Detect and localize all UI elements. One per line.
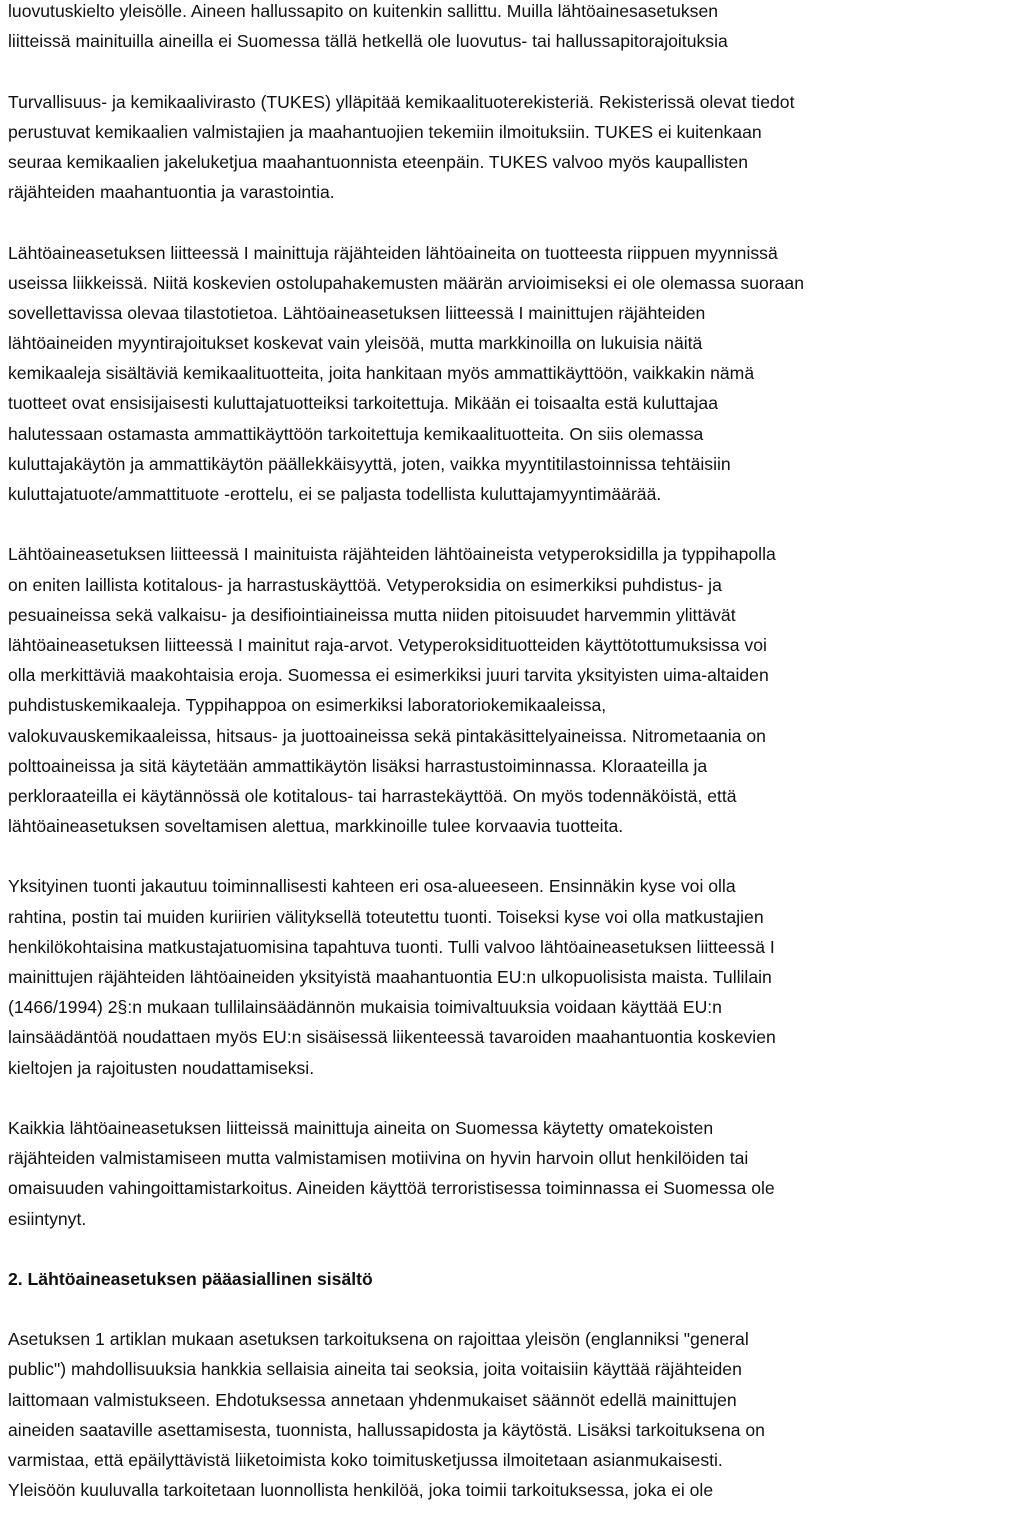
text-line: halutessaan ostamasta ammattikäyttöön tarkoitettuja kemikaalituotteita. On siis olemassa xyxy=(8,423,704,444)
text-line: aineiden saataville asettamisesta, tuonnista, hallussapidosta ja käytöstä. Lisäksi tarkoituksena on xyxy=(8,1419,765,1440)
text-line: pesuaineissa sekä valkaisu- ja desifiointiaineissa mutta niiden pitoisuudet harvemmin ylittävät xyxy=(8,604,736,625)
text-line: lähtöaineasetuksen soveltamisen alettua, markkinoille tulee korvaavia tuotteita. xyxy=(8,816,624,837)
text-line: lähtöaineiden myyntirajoitukset koskevat vain yleisöä, mutta markkinoilla on lukuisia näitä xyxy=(8,333,703,354)
paragraph-gap xyxy=(8,841,1020,871)
text-line: olla merkittäviä maakohtaisia eroja. Suomessa ei esimerkiksi juuri tarvita yksityisten uima-altaiden xyxy=(8,665,769,686)
text-line: Lähtöaineasetuksen liitteessä I mainittuja räjähteiden lähtöaineita on tuotteesta riippuen myynnissä xyxy=(8,242,778,263)
text-line: liitteissä mainituilla aineilla ei Suomessa tällä hetkellä ole luovutus- tai hallussapitorajoituksia xyxy=(8,31,728,52)
paragraph xyxy=(8,871,1020,1082)
paragraph-gap xyxy=(8,1294,1020,1324)
paragraph-gap xyxy=(8,1234,1020,1264)
text-line: esiintynyt. xyxy=(8,1208,87,1229)
text-line: seuraa kemikaalien jakeluketjua maahantuonnista eteenpäin. TUKES valvoo myös kaupallisten xyxy=(8,151,749,172)
paragraph xyxy=(8,539,1020,841)
text-line: omaisuuden vahingoittamistarkoitus. Aineiden käyttöä terroristisessa toiminnassa ei Suomessa ole xyxy=(8,1178,775,1199)
paragraph xyxy=(8,0,1020,56)
text-line: polttoaineissa ja sitä käytetään ammattikäytön lisäksi harrastustoiminnassa. Kloraateilla ja xyxy=(8,755,708,776)
text-line: henkilökohtaisina matkustajatuomisina tapahtuva tuonti. Tulli valvoo lähtöaineasetuksen liitteessä I xyxy=(8,936,775,957)
document-page xyxy=(8,0,1020,1505)
text-line: perustuvat kemikaalien valmistajien ja maahantuojien tekemiin ilmoituksiin. TUKES ei kuitenkaan xyxy=(8,121,762,142)
text-line: Kaikkia lähtöaineasetuksen liitteissä mainittuja aineita on Suomessa käytetty omatekoisten xyxy=(8,1117,714,1138)
text-line: mainittujen räjähteiden lähtöaineiden yksityistä maahantuontia EU:n ulkopuolisista maista. Tullilain xyxy=(8,967,772,987)
text-line: räjähteiden valmistamiseen mutta valmistamisen motiivina on hyvin harvoin ollut henkilöiden tai xyxy=(8,1148,749,1169)
text-line: sovellettavissa olevaa tilastotietoa. Lähtöaineasetuksen liitteessä I mainittujen räjähteiden xyxy=(8,302,706,323)
text-line: valokuvauskemikaaleissa, hitsaus- ja juottoaineissa sekä pintakäsittelyaineissa. Nitrometaania on xyxy=(8,725,766,746)
text-line: puhdistuskemikaaleja. Typpihappoa on esimerkiksi laboratoriokemikaaleissa, xyxy=(8,695,607,716)
text-line: lähtöaineasetuksen liitteessä I mainitut raja-arvot. Vetyperoksidituotteiden käyttötottumuksissa voi xyxy=(8,634,767,655)
text-line: on eniten laillista kotitalous- ja harrastuskäyttöä. Vetyperoksidia on esimerkiksi puhdistus- ja xyxy=(8,574,722,595)
text-line: Asetuksen 1 artiklan mukaan asetuksen tarkoituksena on rajoittaa yleisön (englanniksi "general xyxy=(8,1329,749,1350)
text-line: Yksityinen tuonti jakautuu toiminnallisesti kahteen eri osa-alueeseen. Ensinnäkin kyse voi olla xyxy=(8,876,736,897)
section-heading: 2. Lähtöaineasetuksen pääasiallinen sisältö xyxy=(8,1268,373,1289)
text-line: perkloraateilla ei käytännössä ole kotitalous- tai harrastekäyttöä. On myös todennäköistä, että xyxy=(8,785,737,806)
text-line: public") mahdollisuuksia hankkia sellaisia aineita tai seoksia, joita voitaisiin käyttää räjähteiden xyxy=(8,1359,742,1380)
paragraph xyxy=(8,1113,1020,1234)
paragraph-gap xyxy=(8,509,1020,539)
text-line: lainsäädäntöä noudattaen myös EU:n sisäisessä liikenteessä tavaroiden maahantuontia koskevien xyxy=(8,1027,776,1048)
text-line: Turvallisuus- ja kemikaalivirasto (TUKES) ylläpitää kemikaalituoterekisteriä. Rekisterissä olevat tiedot xyxy=(8,91,795,112)
text-line: laittomaan valmistukseen. Ehdotuksessa annetaan yhdenmukaiset säännöt edellä mainittujen xyxy=(8,1389,737,1410)
text-line: (1466/1994) 2§:n mukaan tullilainsäädännön mukaisia toimivaltuuksia voidaan käyttää EU:n xyxy=(8,997,722,1018)
paragraph-gap xyxy=(8,207,1020,237)
text-line: useissa liikkeissä. Niitä koskevien ostolupahakemusten määrän arvioimiseksi ei ole olemassa suoraan xyxy=(8,272,805,293)
paragraph xyxy=(8,238,1020,510)
text-line: kuluttajakäytön ja ammattikäytön päällekkäisyyttä, joten, vaikka myyntitilastoinnissa tehtäisiin xyxy=(8,453,731,474)
text-line: kemikaaleja sisältäviä kemikaalituotteita, joita hankitaan myös ammattikäyttöön, vaikkakin nämä xyxy=(8,363,755,384)
text-line: rahtina, postin tai muiden kuriirien välityksellä toteutettu tuonti. Toiseksi kyse voi olla matkustajien xyxy=(8,906,764,927)
text-line: luovutuskielto yleisölle. Aineen hallussapito on kuitenkin sallittu. Muilla lähtöainesasetuksen xyxy=(8,1,719,21)
paragraph xyxy=(8,1324,1020,1505)
text-line: kuluttajatuote/ammattituote -erottelu, ei se paljasta todellista kuluttajamyyntimäärää. xyxy=(8,484,662,504)
text-line: Yleisöön kuuluvalla tarkoitetaan luonnollista henkilöä, joka toimii tarkoituksessa, joka ei ole xyxy=(8,1480,714,1501)
paragraph-gap xyxy=(8,1083,1020,1113)
paragraph xyxy=(8,87,1020,208)
text-line: kieltojen ja rajoitusten noudattamiseksi. xyxy=(8,1057,315,1078)
text-line: varmistaa, että epäilyttävistä liiketoimista koko toimitusketjussa ilmoitetaan asianmukaisesti. xyxy=(8,1450,723,1470)
paragraph-gap xyxy=(8,56,1020,86)
text-line: Lähtöaineasetuksen liitteessä I mainituista räjähteiden lähtöaineista vetyperoksidilla ja typpihapolla xyxy=(8,544,776,565)
text-line: räjähteiden maahantuontia ja varastointia. xyxy=(8,182,335,203)
text-line: tuotteet ovat ensisijaisesti kuluttajatuotteiksi tarkoitettuja. Mikään ei toisaalta estä kuluttajaa xyxy=(8,393,719,414)
